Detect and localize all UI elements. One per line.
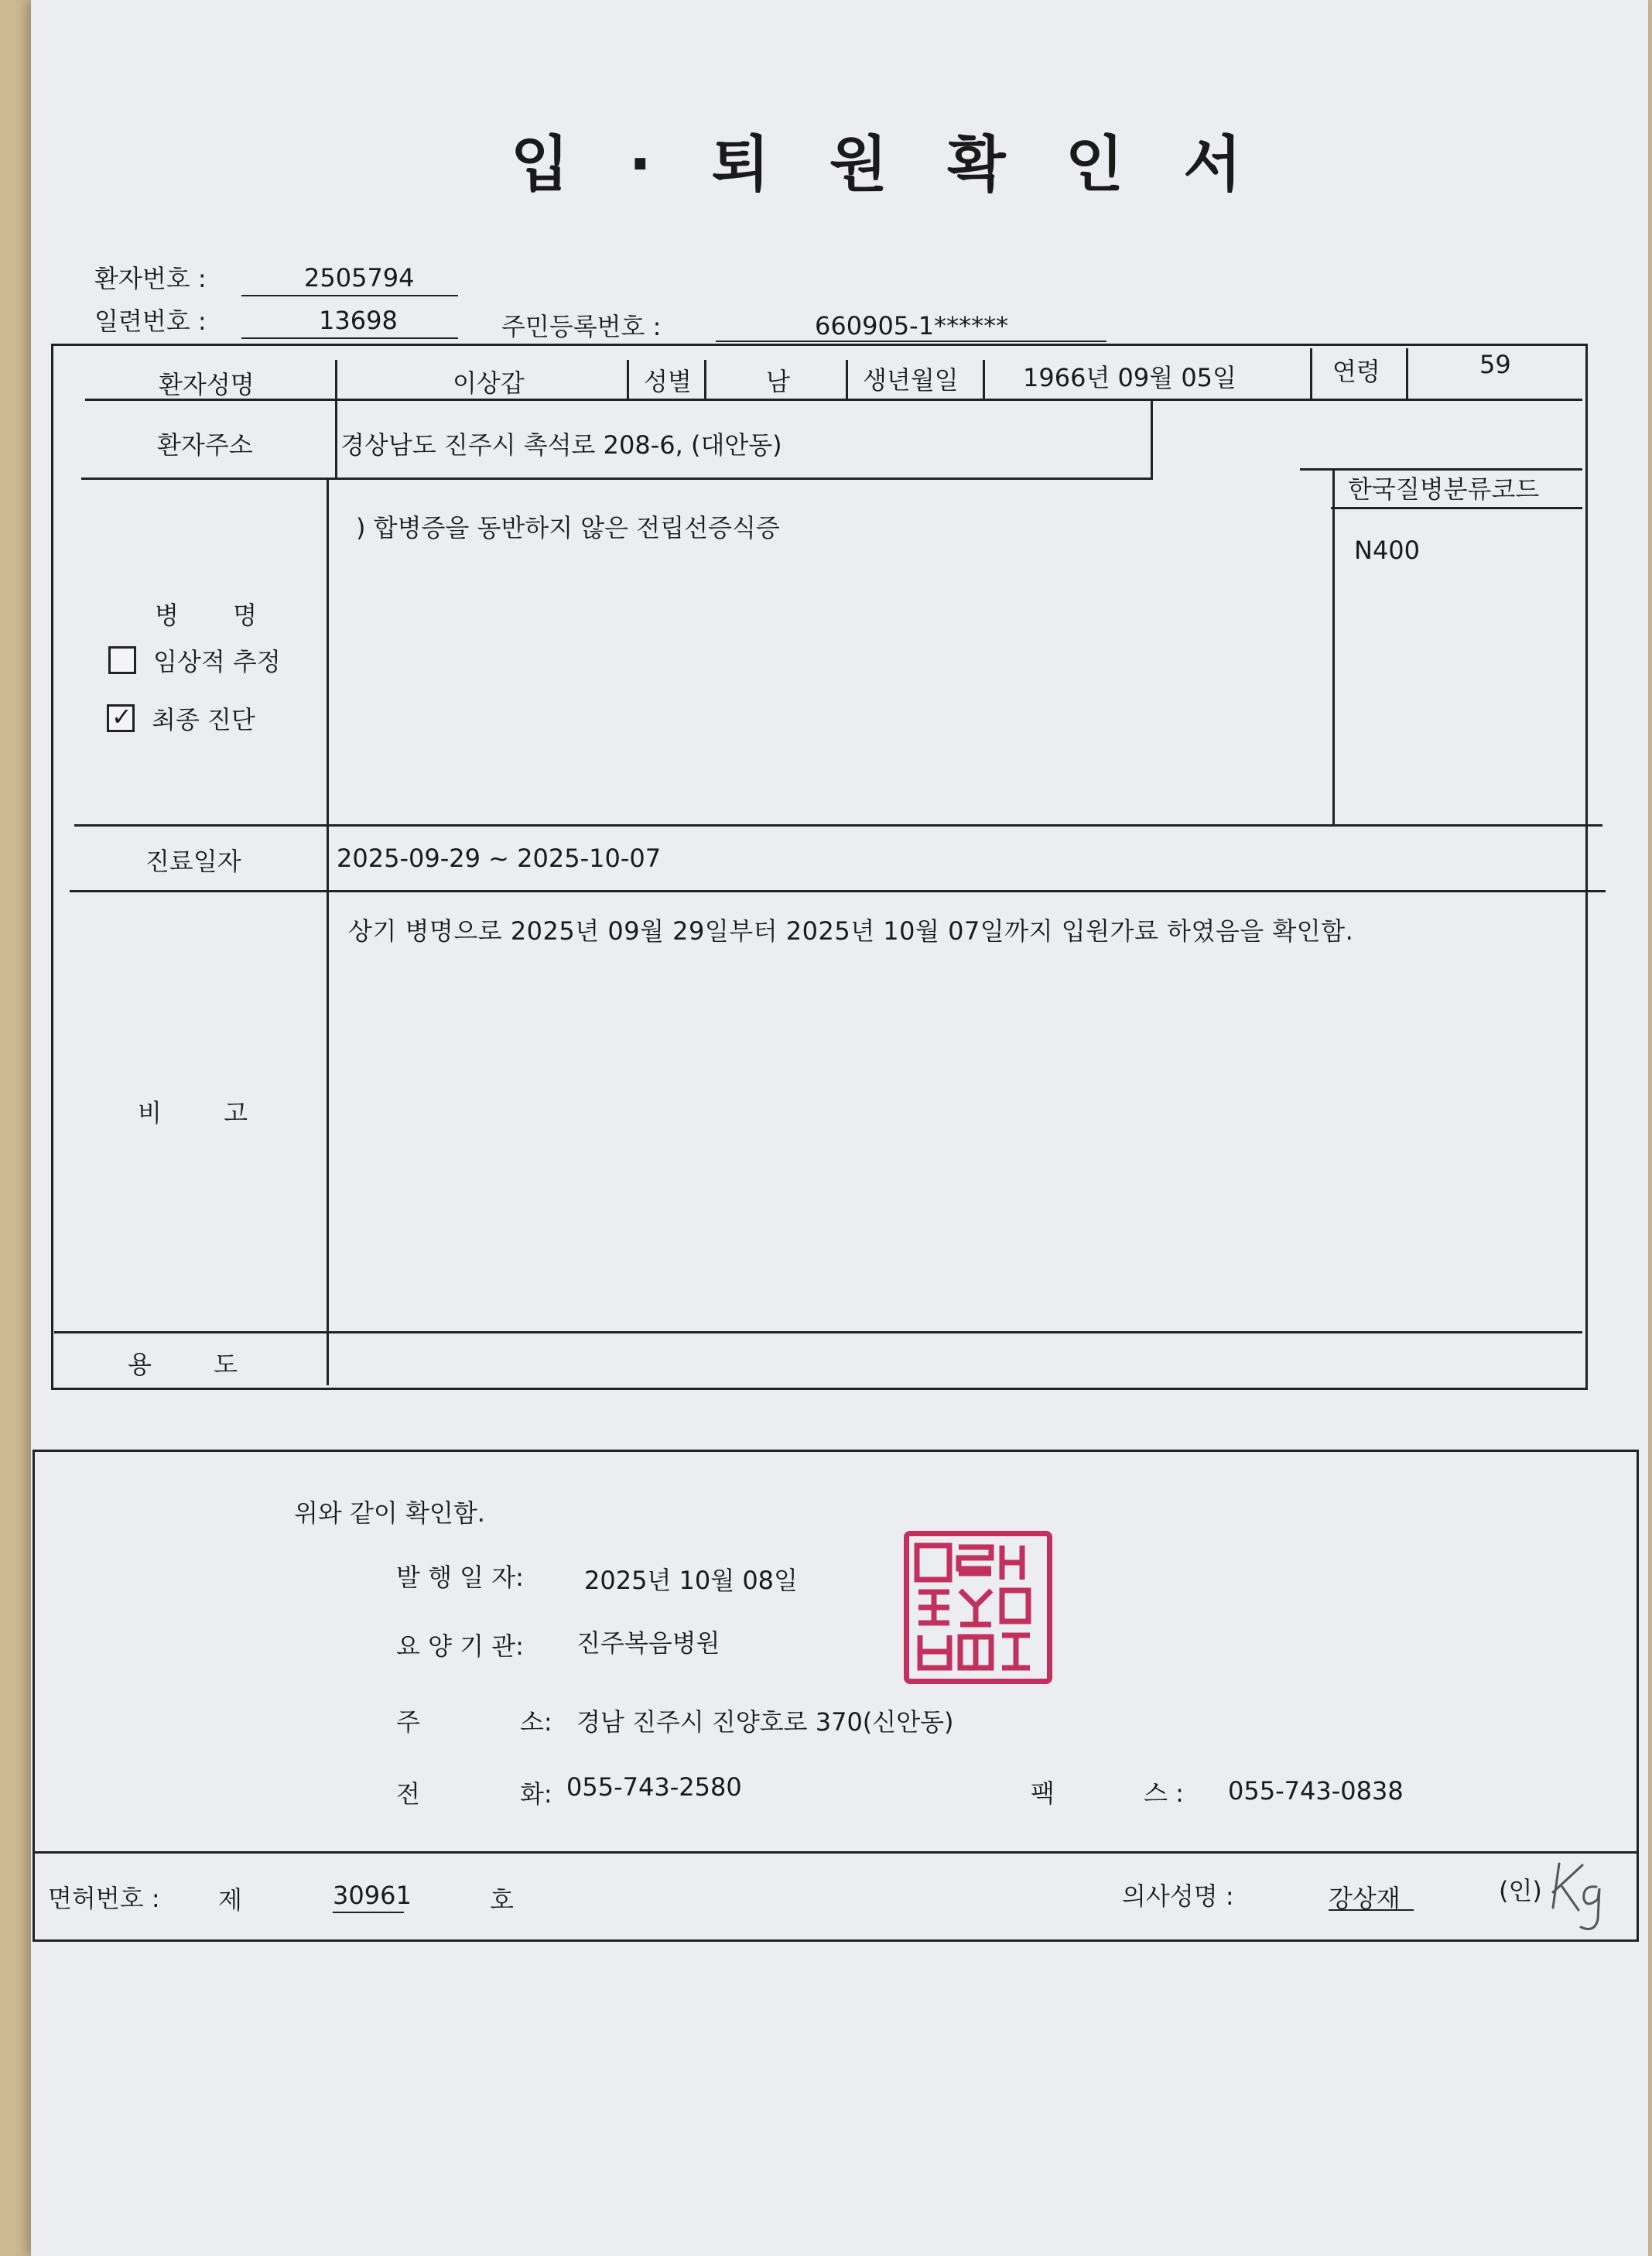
hospital-seal bbox=[904, 1531, 1052, 1684]
check-icon: ✓ bbox=[111, 702, 132, 731]
disease-name: ) 합병증을 동반하지 않은 전립선증식증 bbox=[356, 513, 780, 543]
period-label: 진료일자 bbox=[145, 847, 241, 876]
purpose-label: 용 도 bbox=[128, 1350, 238, 1379]
remarks-text: 상기 병명으로 2025년 09월 29일부터 2025년 10월 07일까지 입원가료 하였음을 확인함. bbox=[348, 916, 1354, 946]
sex-label: 성별 bbox=[644, 367, 692, 396]
patient-number-label: 환자번호 : bbox=[94, 264, 207, 293]
birth-label: 생년월일 bbox=[863, 365, 959, 395]
license-prefix: 제 bbox=[218, 1885, 242, 1915]
institution-name: 진주복음병원 bbox=[576, 1628, 720, 1658]
address-label: 환자주소 bbox=[157, 430, 253, 460]
issue-date: 2025년 10월 08일 bbox=[584, 1566, 798, 1595]
address-label-a: 주 bbox=[396, 1707, 420, 1737]
patient-name-label: 환자성명 bbox=[159, 370, 255, 399]
address-label-b: 소: bbox=[520, 1707, 552, 1737]
resident-number-underline bbox=[716, 341, 1106, 342]
institution-label: 요 양 기 관: bbox=[396, 1631, 524, 1661]
phone-label-b: 화: bbox=[520, 1779, 552, 1809]
remarks-label: 비 고 bbox=[138, 1098, 248, 1128]
resident-number-label: 주민등록번호 : bbox=[501, 312, 662, 341]
fax-label-a: 팩 bbox=[1031, 1778, 1055, 1808]
kcd-code: N400 bbox=[1354, 536, 1421, 565]
phone-label-a: 전 bbox=[396, 1779, 420, 1809]
patient-address: 경상남도 진주시 촉석로 208-6, (대안동) bbox=[340, 430, 782, 460]
clinical-estimate-checkbox[interactable] bbox=[108, 646, 136, 674]
serial-number-label: 일련번호 : bbox=[94, 306, 207, 336]
doctor-label: 의사성명 : bbox=[1122, 1881, 1234, 1911]
final-diagnosis-label: 최종 진단 bbox=[152, 705, 255, 734]
license-number: 30961 bbox=[333, 1881, 412, 1910]
birth-date: 1966년 09월 05일 bbox=[1023, 363, 1236, 392]
license-label: 면허번호 : bbox=[48, 1884, 160, 1913]
serial-number-underline bbox=[241, 337, 458, 339]
doctor-signature bbox=[1536, 1850, 1621, 1935]
kcd-label: 한국질병분류코드 bbox=[1348, 474, 1540, 504]
doctor-name: 강상재 bbox=[1329, 1884, 1401, 1913]
confirm-statement: 위와 같이 확인함. bbox=[294, 1498, 485, 1528]
sex-value: 남 bbox=[766, 367, 790, 396]
age-value: 59 bbox=[1479, 350, 1511, 379]
document-title: 입 · 퇴 원 확 인 서 bbox=[511, 130, 1248, 200]
license-suffix: 호 bbox=[490, 1885, 514, 1915]
age-label: 연령 bbox=[1332, 357, 1380, 386]
treatment-period: 2025-09-29 ~ 2025-10-07 bbox=[337, 844, 662, 873]
resident-number: 660905-1****** bbox=[815, 311, 1009, 341]
clinical-estimate-label: 임상적 추정 bbox=[153, 647, 281, 676]
seal-pattern-icon bbox=[909, 1536, 1047, 1679]
serial-number: 13698 bbox=[319, 306, 398, 335]
phone-number: 055-743-2580 bbox=[566, 1772, 742, 1802]
doctor-seal-mark: (인) bbox=[1499, 1876, 1542, 1905]
final-diagnosis-checkbox[interactable] bbox=[107, 704, 135, 732]
issuer-box bbox=[32, 1450, 1639, 1942]
patient-number-underline bbox=[241, 295, 458, 296]
fax-number: 055-743-0838 bbox=[1228, 1776, 1404, 1806]
patient-name: 이상갑 bbox=[453, 368, 525, 398]
patient-number: 2505794 bbox=[304, 263, 415, 293]
disease-label: 병 명 bbox=[155, 601, 257, 630]
issue-date-label: 발 행 일 자: bbox=[396, 1563, 524, 1592]
institution-address: 경남 진주시 진양호로 370(신안동) bbox=[576, 1707, 954, 1737]
fax-label-b: 스 : bbox=[1144, 1778, 1184, 1808]
